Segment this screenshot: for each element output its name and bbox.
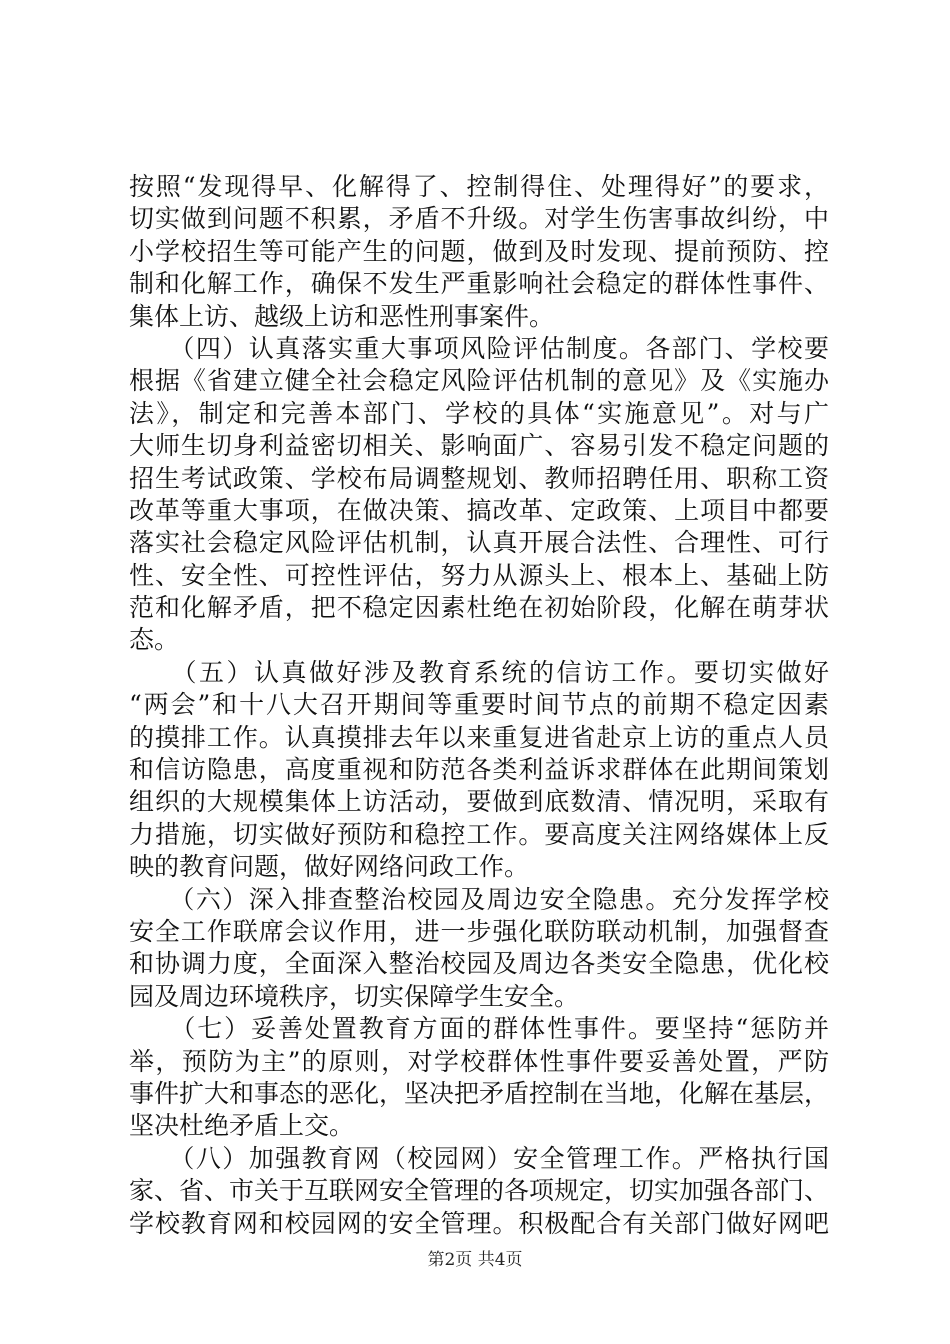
text-line: （六）深入排查整治校园及周边安全隐患。充分发挥学校 — [129, 884, 829, 914]
text-line: 大师生切身利益密切相关、影响面广、容易引发不稳定问题的 — [129, 431, 829, 461]
text-line: 映的教育问题，做好网络问政工作。 — [129, 852, 530, 882]
text-line: （五）认真做好涉及教育系统的信访工作。要切实做好 — [129, 657, 829, 687]
text-line: 制和化解工作，确保不发生严重影响社会稳定的群体性事件、 — [129, 269, 829, 299]
text-line: 招生考试政策、学校布局调整规划、教师招聘任用、职称工资 — [129, 463, 829, 493]
text-line: 法》，制定和完善本部门、学校的具体“实施意见”。对与广 — [129, 398, 829, 428]
text-line: （八）加强教育网（校园网）安全管理工作。严格执行国 — [129, 1143, 829, 1173]
text-line: 和协调力度，全面深入整治校园及周边各类安全隐患，优化校 — [129, 949, 829, 979]
text-line: 落实社会稳定风险评估机制，认真开展合法性、合理性、可行 — [129, 528, 829, 558]
text-line: 园及周边环境秩序，切实保障学生安全。 — [129, 981, 580, 1011]
text-line: 家、省、市关于互联网安全管理的各项规定，切实加强各部门、 — [129, 1176, 830, 1206]
text-line: （七）妥善处置教育方面的群体性事件。要坚持“惩防并 — [129, 1014, 829, 1044]
text-line: 态。 — [129, 625, 180, 655]
text-line: 范和化解矛盾，把不稳定因素杜绝在初始阶段，化解在萌芽状 — [129, 593, 829, 623]
text-line: 集体上访、越级上访和恶性刑事案件。 — [129, 301, 555, 331]
text-line: 力措施，切实做好预防和稳控工作。要高度关注网络媒体上反 — [129, 819, 829, 849]
text-line: 和信访隐患，高度重视和防范各类利益诉求群体在此期间策划 — [129, 755, 829, 785]
text-line: “两会”和十八大召开期间等重要时间节点的前期不稳定因素 — [129, 690, 829, 720]
text-line: 改革等重大事项，在做决策、搞改革、定政策、上项目中都要 — [129, 495, 829, 525]
page-footer: 第2页 共4页 — [427, 1250, 523, 1270]
text-line: 安全工作联席会议作用，进一步强化联防联动机制，加强督查 — [129, 916, 829, 946]
text-line: 坚决杜绝矛盾上交。 — [129, 1111, 355, 1141]
document-body — [129, 171, 829, 1240]
text-line: 的摸排工作。认真摸排去年以来重复进省赴京上访的重点人员 — [129, 722, 829, 752]
text-line: 小学校招生等可能产生的问题，做到及时发现、提前预防、控 — [129, 236, 829, 266]
text-line: 学校教育网和校园网的安全管理。积极配合有关部门做好网吧 — [129, 1208, 829, 1238]
text-line: 根据《省建立健全社会稳定风险评估机制的意见》及《实施办 — [129, 366, 829, 396]
text-line: 性、安全性、可控性评估，努力从源头上、根本上、基础上防 — [129, 560, 829, 590]
text-line: 按照“发现得早、化解得了、控制得住、处理得好”的要求， — [129, 172, 829, 201]
text-line: 举，预防为主”的原则，对学校群体性事件要妥善处置，严防 — [129, 1046, 829, 1076]
text-line: 切实做到问题不积累，矛盾不升级。对学生伤害事故纠纷，中 — [129, 204, 829, 234]
text-line: 事件扩大和事态的恶化，坚决把矛盾控制在当地，化解在基层， — [129, 1078, 830, 1108]
text-line: （四）认真落实重大事项风险评估制度。各部门、学校要 — [129, 333, 829, 363]
text-line: 组织的大规模集体上访活动，要做到底数清、情况明，采取有 — [129, 787, 829, 817]
